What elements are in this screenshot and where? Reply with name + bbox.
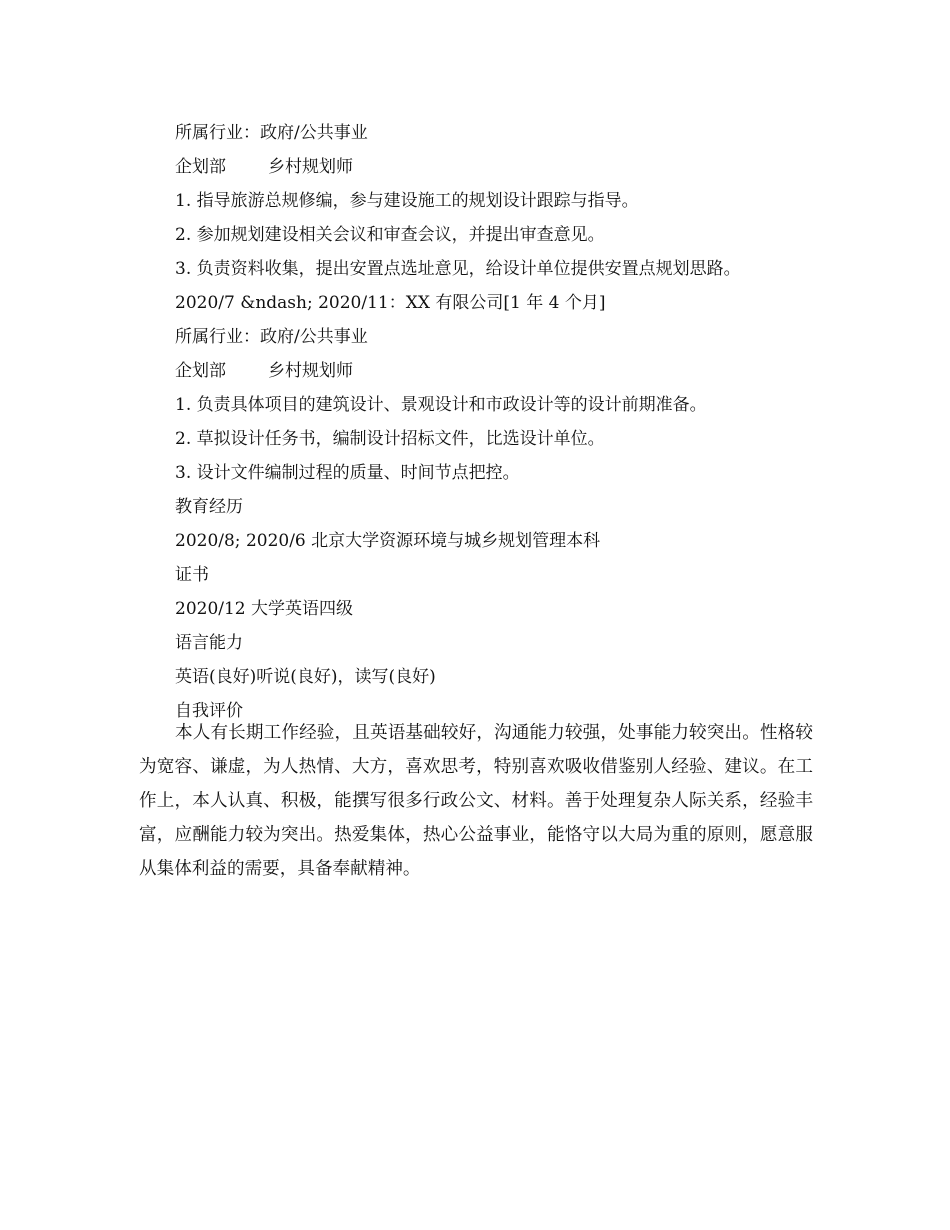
job-title-2: 乡村规划师 — [268, 361, 353, 381]
duty-1-1: 1. 指导旅游总规修编，参与建设施工的规划设计跟踪与指导。 — [175, 191, 639, 211]
section-heading-language: 语言能力 — [175, 633, 243, 653]
duty-2-1: 1. 负责具体项目的建筑设计、景观设计和市政设计等的设计前期准备。 — [175, 395, 707, 415]
department-1: 企划部 — [175, 157, 226, 177]
duty-2-2: 2. 草拟设计任务书，编制设计招标文件，比选设计单位。 — [175, 429, 605, 449]
duty-1-2: 2. 参加规划建设相关会议和审查会议，并提出审查意见。 — [175, 225, 605, 245]
duty-1-3: 3. 负责资料收集，提出安置点选址意见，给设计单位提供安置点规划思路。 — [175, 259, 741, 279]
self-evaluation-paragraph: 本人有长期工作经验，且英语基础较好，沟通能力较强，处事能力较突出。性格较为宽容、谦虚，为人热情、大方，喜欢思考，特别喜欢吸收借鉴别人经验、建议。在工作上，本人认真、积极，能撰写很多行政公文、材料。善于处理复杂人际关系，经验丰富，应酬能力较为突出。热爱集体，热心公益事业，能恪守以大局为重的原则，愿意服从集体利益的需要，具备奉献精神。 — [139, 723, 813, 879]
section-heading-certificate: 证书 — [175, 565, 209, 585]
duty-2-3: 3. 设计文件编制过程的质量、时间节点把控。 — [175, 463, 520, 483]
industry-line-2: 所属行业：政府/公共事业 — [175, 327, 368, 347]
job-title-1: 乡村规划师 — [268, 157, 353, 177]
education-entry: 2020/8; 2020/6 北京大学资源环境与城乡规划管理本科 — [175, 531, 601, 551]
department-title-line-1 — [175, 150, 825, 184]
section-heading-education: 教育经历 — [175, 497, 243, 517]
department-2: 企划部 — [175, 361, 226, 381]
industry-line-1: 所属行业：政府/公共事业 — [175, 123, 368, 143]
section-heading-self-evaluation: 自我评价 — [175, 701, 243, 721]
resume-lines — [175, 116, 825, 728]
job-period-line: 2020/7 &ndash; 2020/11：XX 有限公司[1 年 4 个月] — [175, 293, 606, 313]
certificate-entry: 2020/12 大学英语四级 — [175, 599, 354, 619]
language-entry: 英语(良好)听说(良好)，读写(良好) — [175, 667, 436, 687]
department-title-line-2 — [175, 354, 825, 388]
